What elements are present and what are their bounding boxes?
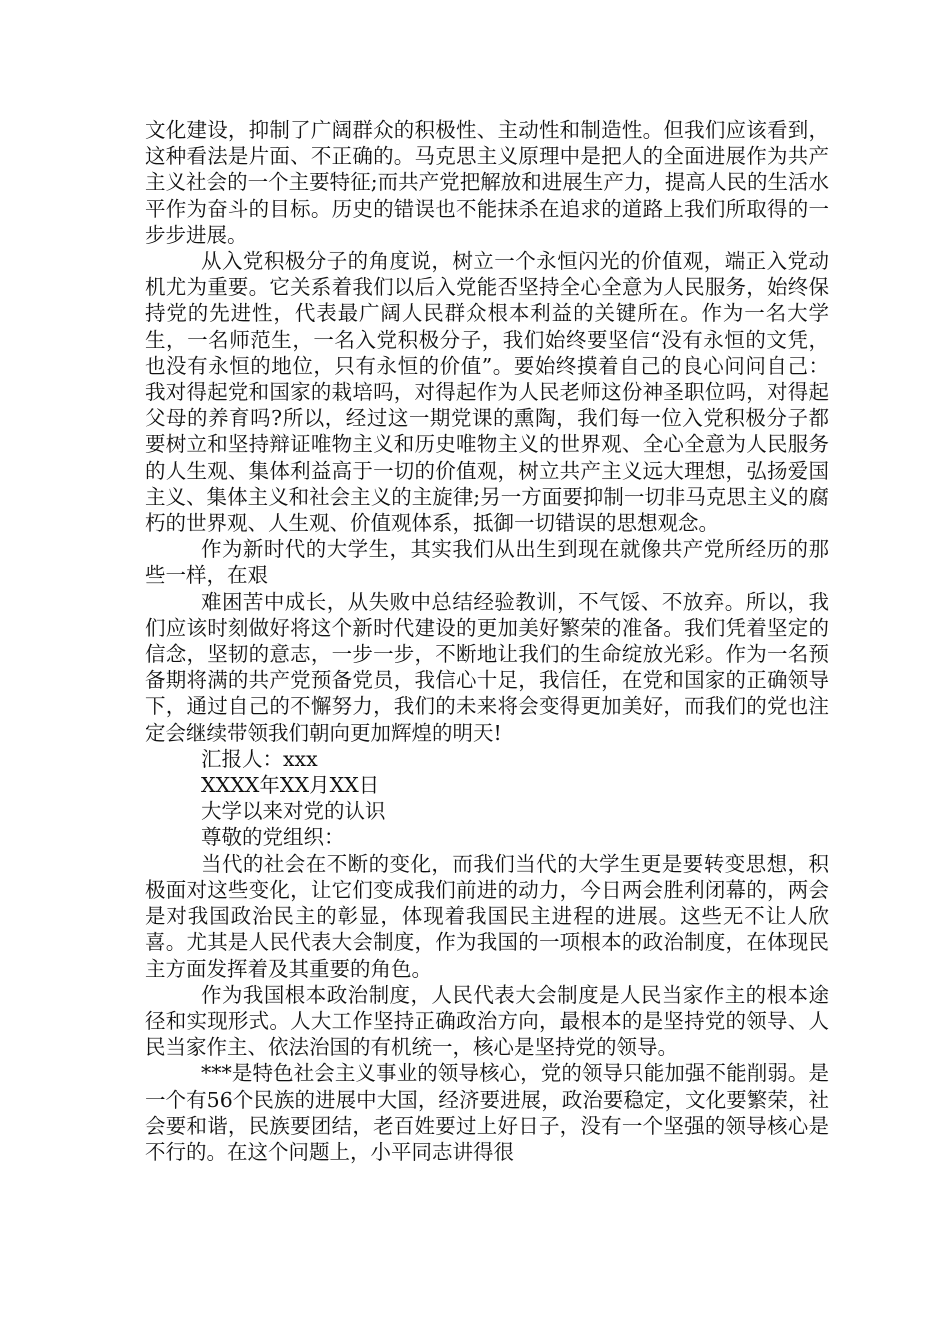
document-body bbox=[145, 117, 829, 1165]
paragraph-7: ***是特色社会主义事业的领导核心，党的领导只能加强不能削弱。是一个有56个民族的进展中大国，经济要进展，政治要稳定，文化要繁荣，社会要和谐，民族要团结，老百姓要过上好日子，没有一个坚强的领导核心是不行的。在这个问题上，小平同志讲得很 bbox=[145, 1061, 829, 1164]
paragraph-5: 当代的社会在不断的变化，而我们当代的大学生更是要转变思想，积极面对这些变化，让它们变成我们前进的动力，今日两会胜利闭幕的，两会是对我国政治民主的彰显，体现着我国民主进程的进展。这些无不让人欣喜。尤其是人民代表大会制度，作为我国的一项根本的政治制度，在体现民主方面发挥着及其重要的角色。 bbox=[145, 851, 829, 981]
paragraph-3: 作为新时代的大学生，其实我们从出生到现在就像共产党所经历的那些一样，在艰 bbox=[145, 537, 829, 588]
salutation: 尊敬的党组织： bbox=[201, 825, 345, 850]
paragraph-1: 文化建设，抑制了广阔群众的积极性、主动性和制造性。但我们应该看到，这种看法是片面、不正确的。马克思主义原理中是把人的全面进展作为共产主义社会的一个主要特征;而共产党把解放和进展生产力，提高人民的生活水平作为奋斗的目标。历史的错误也不能抹杀在追求的道路上我们所取得的一步步进展。 bbox=[145, 118, 829, 247]
date-line: XXXX年XX月XX日 bbox=[201, 773, 380, 798]
reporter-line: 汇报人：xxx bbox=[201, 746, 318, 771]
paragraph-6: 作为我国根本政治制度，人民代表大会制度是人民当家作主的根本途径和实现形式。人大工作坚持正确政治方向，最根本的是坚持党的领导、人民当家作主、依法治国的有机统一，核心是坚持党的领导。 bbox=[145, 982, 829, 1060]
paragraph-2: 从入党积极分子的角度说，树立一个永恒闪光的价值观，端正入党动机尤为重要。它关系着我们以后入党能否坚持全心全意为人民服务，始终保持党的先进性，代表最广阔人民群众根本利益的关键所在。作为一名大学生，一名师范生，一名入党积极分子，我们始终要坚信“没有永恒的文凭，也没有永恒的地位，只有永恒的价值”。要始终摸着自己的良心问问自己：我对得起党和国家的栽培吗，对得起作为人民老师这份神圣职位吗，对得起父母的养育吗?所以，经过这一期党课的熏陶，我们每一位入党积极分子都要树立和坚持辩证唯物主义和历史唯物主义的世界观、全心全意为人民服务的人生观、集体利益高于一切的价值观，树立共产主义远大理想，弘扬爱国主义、集体主义和社会主义的主旋律;另一方面要抑制一切非马克思主义的腐朽的世界观、人生观、价值观体系，抵御一切错误的思想观念。 bbox=[145, 249, 829, 536]
section-title: 大学以来对党的认识 bbox=[201, 799, 386, 824]
paragraph-4: 难困苦中成长，从失败中总结经验教训，不气馁、不放弃。所以，我们应该时刻做好将这个新时代建设的更加美好繁荣的准备。我们凭着坚定的信念，坚韧的意志，一步一步，不断地让我们的生命绽放光彩。作为一名预备期将满的共产党预备党员，我信心十足，我信任，在党和国家的正确领导下，通过自己的不懈努力，我们的未来将会变得更加美好，而我们的党也注定会继续带领我们朝向更加辉煌的明天! bbox=[145, 589, 829, 745]
